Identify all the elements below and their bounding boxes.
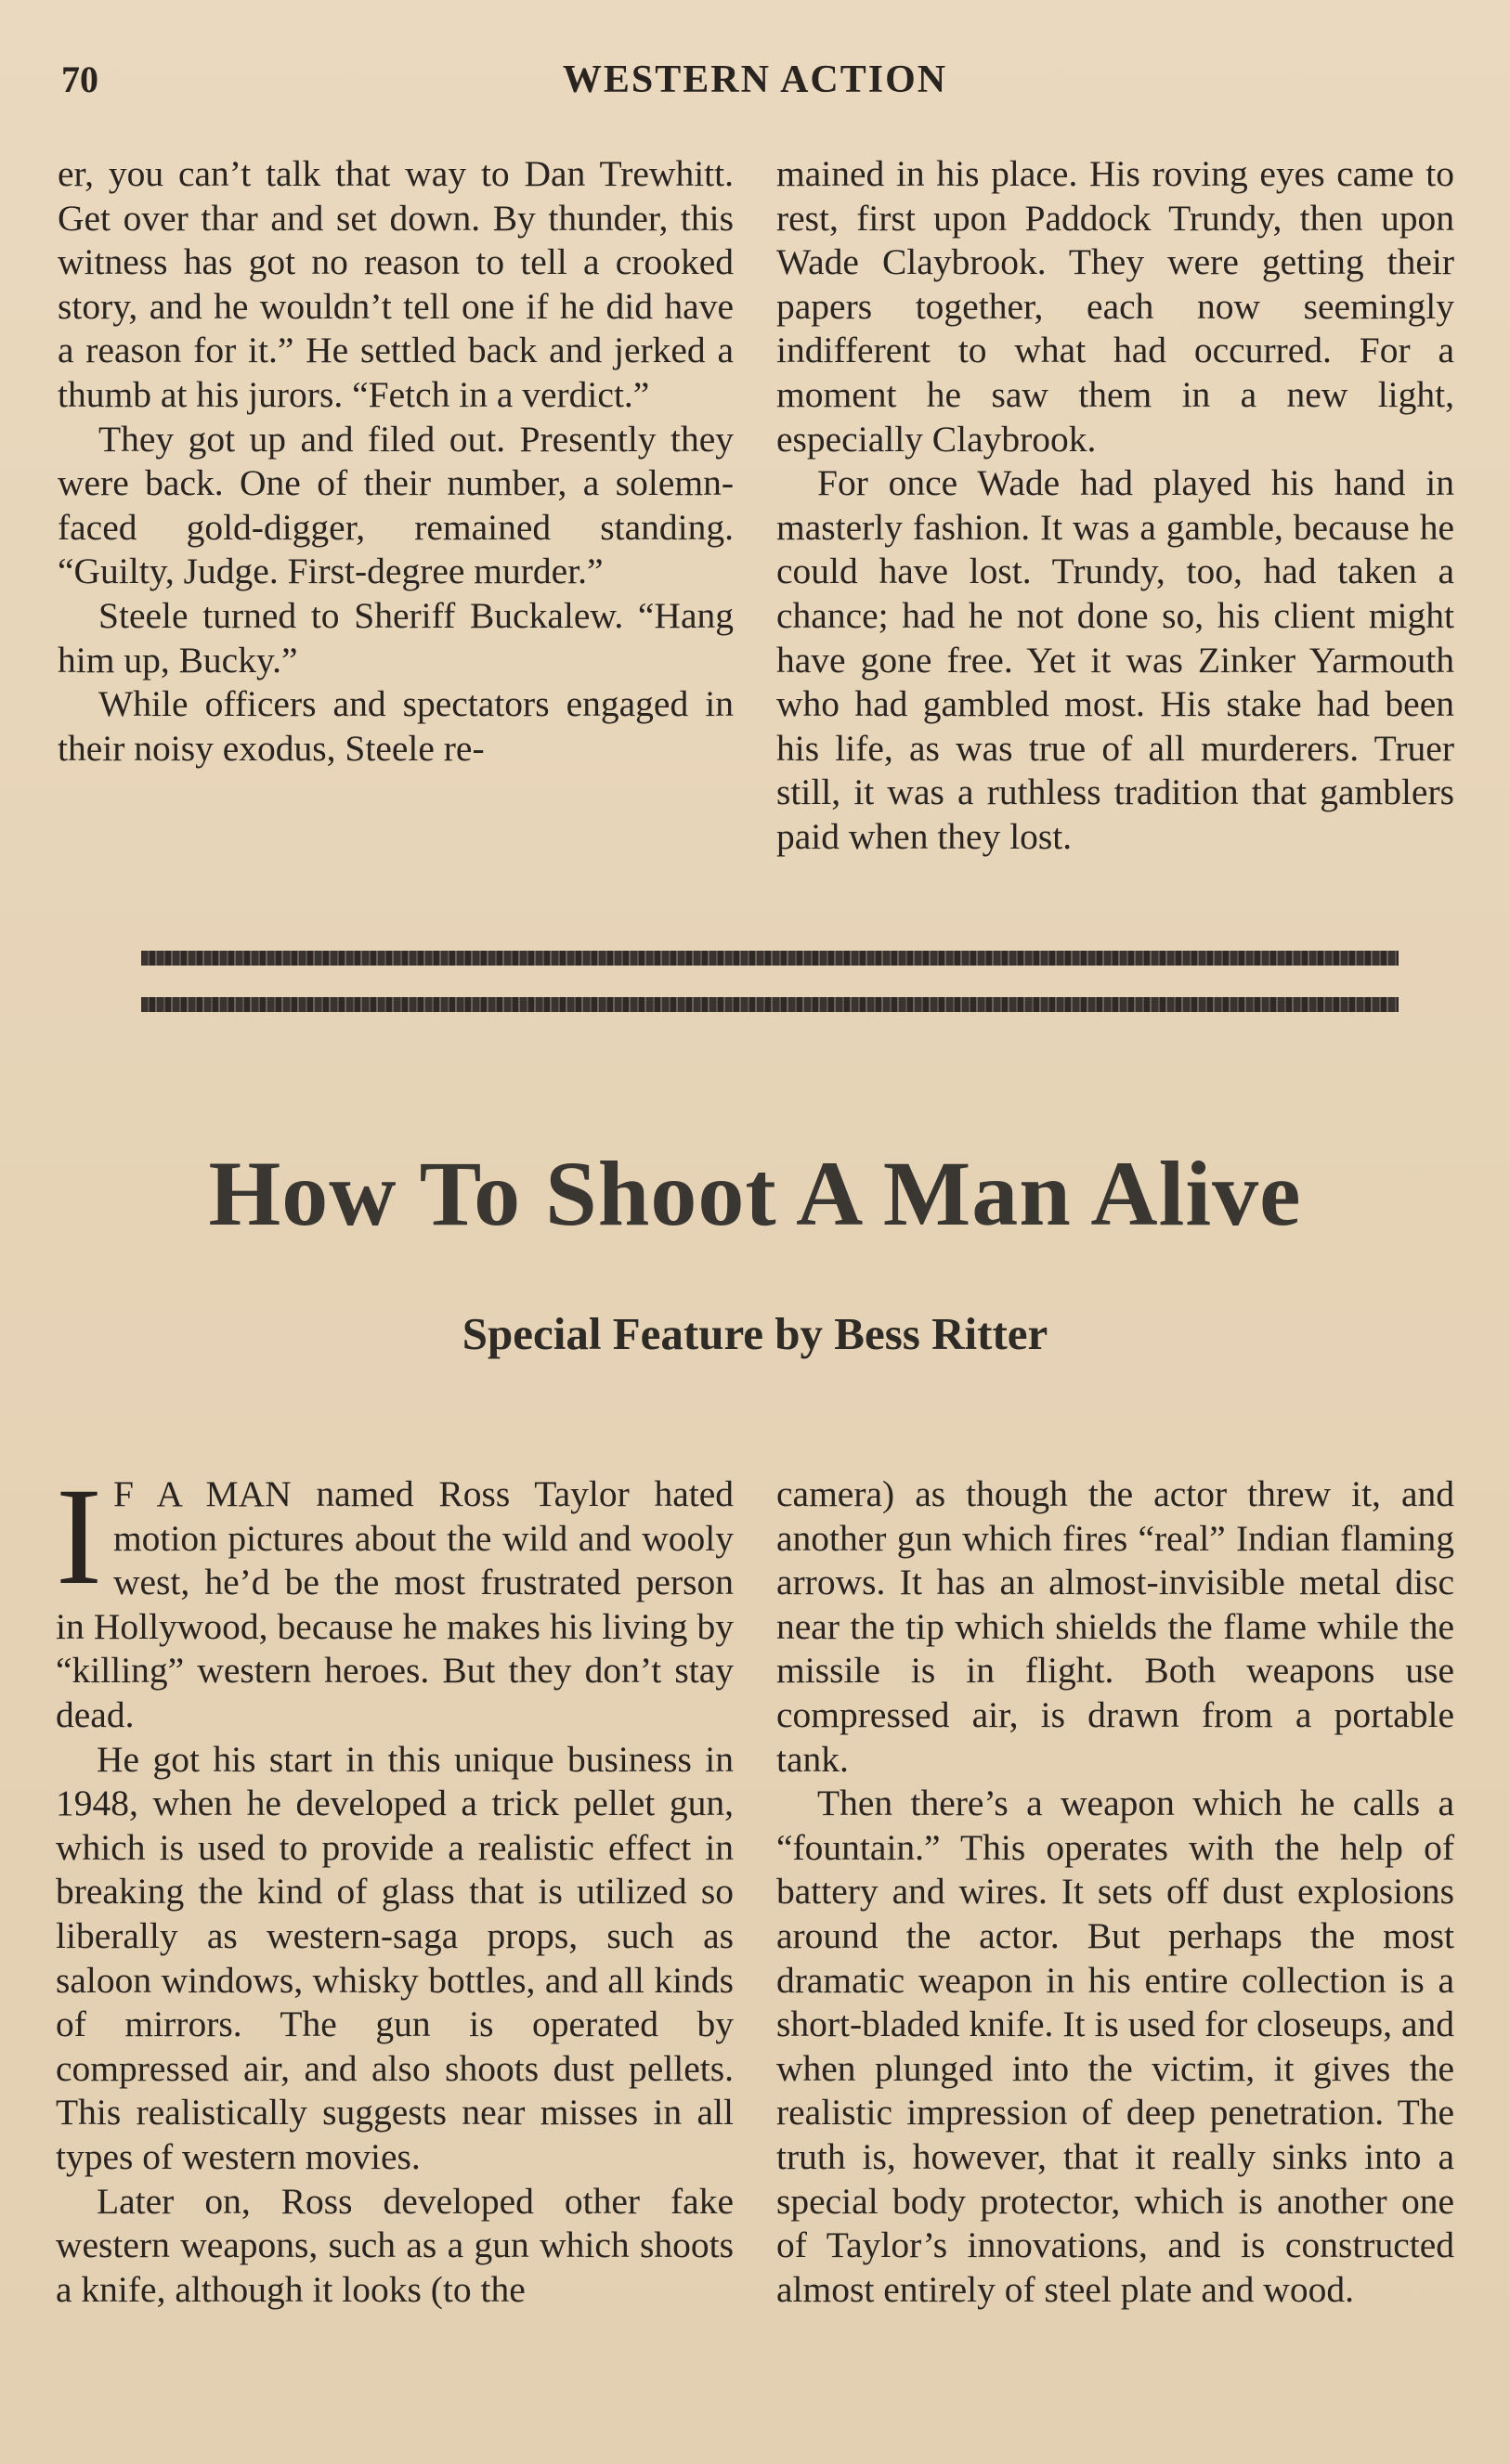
paragraph-text: F A MAN named Ross Taylor hated motion pictures about the wild and wooly west, he’d be the most frustrated person in Hollywood, because he makes his living by “killing” western heroes. But they don’t stay dead. [56,1473,734,1735]
section-divider-rule [141,951,1399,966]
paragraph: Later on, Ross developed other fake western weapons, such as a gun which shoots a knife, although it looks (to the [56,2180,734,2310]
paragraph: camera) as though the actor threw it, and another gun which fires “real” Indian flaming arrows. It has an almost-invisible metal disc near the tip which shields the flame while the missile is in flight. Both weapons use compressed air, is drawn from a portable tank. [776,1473,1454,1780]
story-end-left-column [58,152,734,771]
page-header [61,58,1449,113]
feature-right-column [776,1472,1454,2312]
feature-byline: Special Feature by Bess Ritter [462,1308,1048,1359]
running-head: WESTERN ACTION [562,58,948,101]
paragraph: He got his start in this unique business in 1948, when he developed a trick pellet gun, which is used to provide a realistic effect in breaking the kind of glass that is utilized so liberally as western-saga props, such as saloon windows, whisky bottles, and all kinds of mirrors. The gun is operated by compressed air, and also shoots dust pellets. This realistically suggests near misses in all types of western movies. [56,1738,734,2177]
paragraph: Steele turned to Sheriff Buckalew. “Hang him up, Bucky.” [58,594,734,681]
paragraph: For once Wade had played his hand in masterly fashion. It was a gamble, because he could have lost. Trundy, too, had taken a chance; had he not done so, his client might have gone free. Yet it was Zinker Yarmouth who had gambled most. His stake had been his life, as was true of all murderers. Truer still, it was a ruthless tradition that gamblers paid when they lost. [776,462,1454,857]
drop-cap: I [56,1459,102,1614]
paragraph: mained in his place. His roving eyes came to rest, first upon Paddock Trundy, then upon Wade Claybrook. They were getting their papers together, each now seemingly indifferent to what had occurred. For a moment he saw them in a new light, especially Claybrook. [776,153,1454,460]
paragraph: They got up and filed out. Presently they were back. One of their number, a solemn-faced gold-digger, remained standing. “Guilty, Judge. First-degree murder.” [58,418,734,592]
section-divider-rule [141,997,1399,1012]
paragraph [56,1459,734,1738]
story-end-right-column [776,152,1454,860]
feature-left-column [56,1459,734,2312]
paragraph: Then there’s a weapon which he calls a “fountain.” This operates with the help of battery and wires. It sets off dust explosions around the actor. But perhaps the most dramatic weapon in his entire collection is a short-bladed knife. It is used for closeups, and when plunged into the victim, it gives the realistic impression of deep penetration. The truth is, however, that it really sinks into a special body protector, which is another one of Taylor’s innovations, and is constructed almost entirely of steel plate and wood. [776,1783,1454,2310]
paragraph: er, you can’t talk that way to Dan Trewhitt. Get over thar and set down. By thunder, this witness has got no reason to tell a crooked story, and he wouldn’t tell one if he did have a reason for it.” He settled back and jerked a thumb at his jurors. “Fetch in a verdict.” [58,153,734,415]
paragraph: While officers and spectators engaged in their noisy exodus, Steele re- [58,683,734,769]
page-number: 70 [61,58,98,100]
feature-title: How To Shoot A Man Alive [208,1142,1302,1245]
